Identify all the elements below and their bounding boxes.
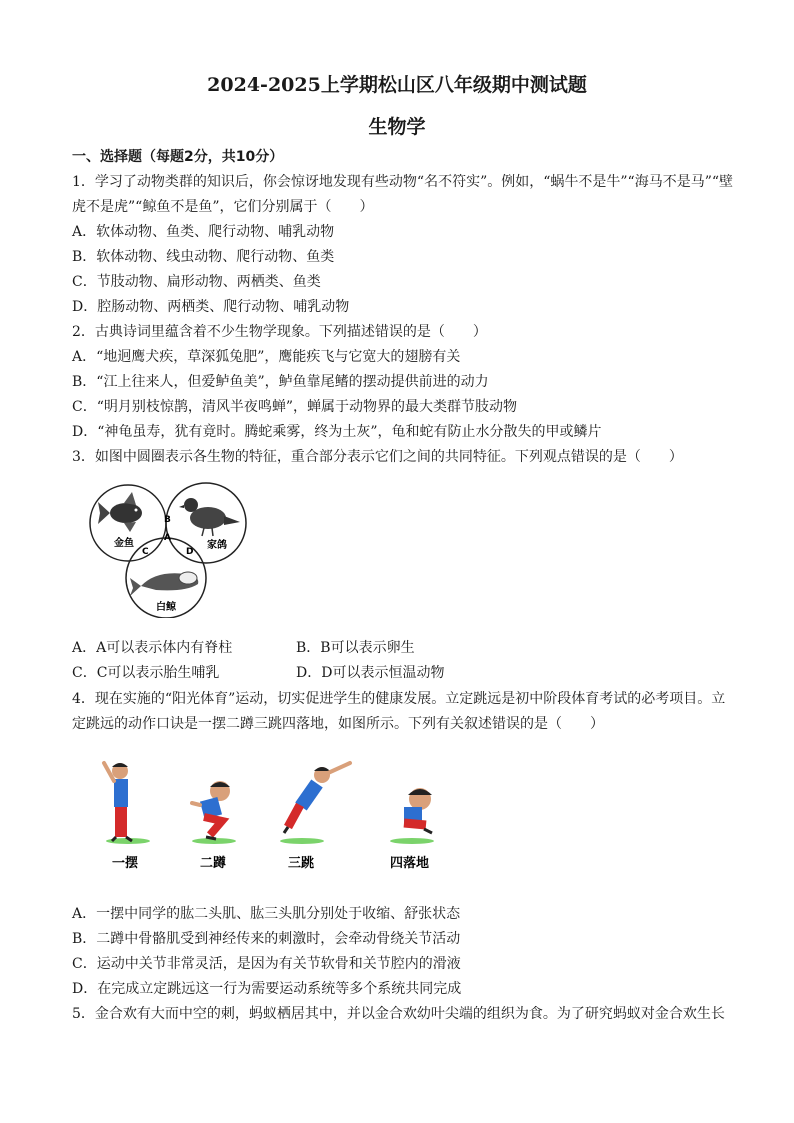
figure-swing-icon xyxy=(104,763,150,844)
region-label-d: D xyxy=(186,547,194,557)
goldfish-icon xyxy=(98,492,142,532)
q4-stem-line1: 4．现在实施的“阳光体育”运动，切实促进学生的健康发展。立定跳远是初中阶段体育考试的必考项目。立 xyxy=(72,691,726,707)
q2-option-d: D．“神龟虽寿，犹有竟时。腾蛇乘雾，终为土灰”，龟和蛇有防止水分散失的甲或鳞片 xyxy=(72,424,602,440)
figure-land-icon xyxy=(390,788,434,844)
q4-stem-line2: 定跳远的动作口诀是一摆二蹲三跳四落地，如图所示。下列有关叙述错误的是（ ） xyxy=(72,716,604,732)
region-label-c: C xyxy=(142,547,149,557)
q3-option-b: B．B可以表示卵生 xyxy=(296,640,415,656)
q2-stem: 2．古典诗词里蕴含着不少生物学现象。下列描述错误的是（ ） xyxy=(72,324,487,340)
animal-label-goldfish: 金鱼 xyxy=(114,538,134,549)
animal-label-pigeon: 家鸽 xyxy=(207,540,227,551)
q3-stem: 3．如图中圆圈表示各生物的特征，重合部分表示它们之间的共同特征。下列观点错误的是（ ） xyxy=(72,449,683,465)
figure-squat-icon xyxy=(192,781,236,844)
q2-option-a: A．“地迥鹰犬疾，草深狐兔肥”，鹰能疾飞与它宽大的翅膀有关 xyxy=(72,349,461,365)
q4-option-c: C．运动中关节非常灵活，是因为有关节软骨和关节腔内的滑液 xyxy=(72,956,461,972)
step-label-land: 四落地 xyxy=(390,856,430,871)
venn-diagram xyxy=(86,478,252,618)
beluga-icon xyxy=(130,572,198,596)
step-label-squat: 二蹲 xyxy=(200,856,227,871)
q1-option-b: B．软体动物、线虫动物、爬行动物、鱼类 xyxy=(72,249,335,265)
animal-label-beluga: 白鲸 xyxy=(156,602,176,613)
q1-stem-line1: 1．学习了动物类群的知识后，你会惊讶地发现有些动物“名不符实”。例如，“蜗牛不是牛”“海马不是马”“壁 xyxy=(72,174,734,190)
region-label-a: A xyxy=(164,533,171,543)
q1-stem-line2: 虎不是虎”“鲸鱼不是鱼”，它们分别属于（ ） xyxy=(72,199,374,215)
q4-option-d: D．在完成立定跳远这一行为需要运动系统等多个系统共同完成 xyxy=(72,981,462,997)
q5-stem-line1: 5．金合欢有大而中空的刺，蚂蚁栖居其中，并以金合欢幼叶尖端的组织为食。为了研究蚂蚁对金合欢生长 xyxy=(72,1006,725,1022)
subject-title: 生物学 xyxy=(368,116,426,138)
q1-option-c: C．节肢动物、扁形动物、两栖类、鱼类 xyxy=(72,274,321,290)
long-jump-illustration xyxy=(90,755,450,877)
q2-option-c: C．“明月别枝惊鹊，清风半夜鸣蝉”，蝉属于动物界的最大类群节肢动物 xyxy=(72,399,518,415)
figure-jump-icon xyxy=(280,763,350,844)
step-label-jump: 三跳 xyxy=(288,856,315,871)
q3-option-c: C．C可以表示胎生哺乳 xyxy=(72,665,220,681)
step-label-swing: 一摆 xyxy=(112,856,139,871)
q1-option-a: A．软体动物、鱼类、爬行动物、哺乳动物 xyxy=(72,224,335,240)
q3-option-a: A．A可以表示体内有脊柱 xyxy=(72,640,233,656)
q2-option-b: B．“江上往来人，但爱鲈鱼美”，鲈鱼靠尾鳍的摆动提供前进的动力 xyxy=(72,374,489,390)
region-label-b: B xyxy=(164,515,171,525)
exam-title: 2024-2025上学期松山区八年级期中测试题 xyxy=(207,74,587,96)
q1-option-d: D．腔肠动物、两栖类、爬行动物、哺乳动物 xyxy=(72,299,350,315)
pigeon-icon xyxy=(179,498,240,536)
section-heading: 一、选择题（每题2分，共10分） xyxy=(72,149,284,165)
q4-option-a: A．一摆中同学的肱二头肌、肱三头肌分别处于收缩、舒张状态 xyxy=(72,906,461,922)
q4-option-b: B．二蹲中骨骼肌受到神经传来的刺激时，会牵动骨绕关节活动 xyxy=(72,931,461,947)
q3-option-d: D．D可以表示恒温动物 xyxy=(296,665,445,681)
